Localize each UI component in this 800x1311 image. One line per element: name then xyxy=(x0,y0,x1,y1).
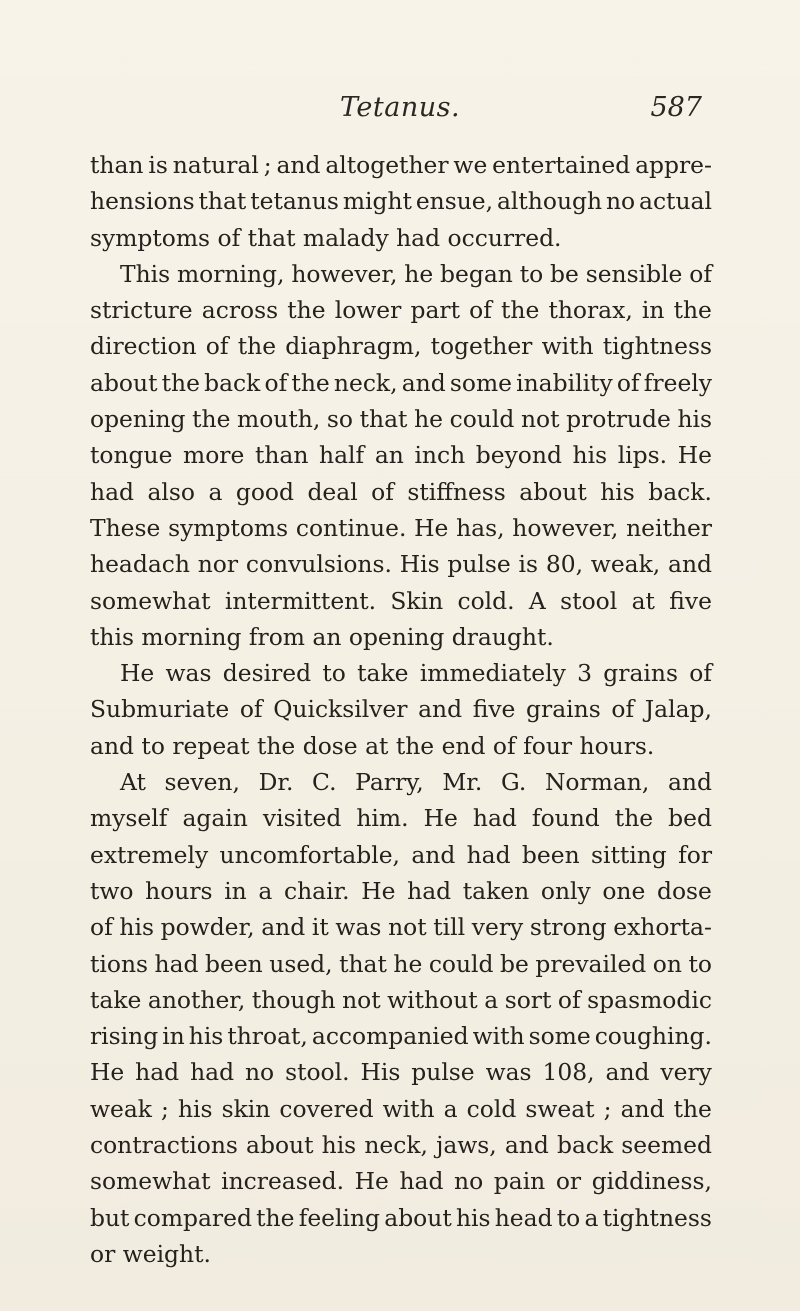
text-line: Submuriate of Quicksilver and five grains of Jalap, xyxy=(90,695,712,724)
text-line: opening the mouth, so that he could not protrude his xyxy=(90,405,712,434)
text-line: than is natural ; and altogether we entertained appre- xyxy=(90,151,712,179)
running-title: Tetanus. xyxy=(340,92,461,123)
text-line: about the back of the neck, and some inability of freely xyxy=(90,368,712,397)
text-line: somewhat intermittent. Skin cold. A stool at five xyxy=(90,586,712,615)
text-line: contractions about his neck, jaws, and back seemed xyxy=(90,1131,712,1160)
text-line: headach nor convulsions. His pulse is 80, weak, and xyxy=(90,550,712,579)
text-line: extremely uncomfortable, and had been sitting for xyxy=(90,840,712,869)
text-line: This morning, however, he began to be sensible of xyxy=(120,259,712,288)
text-line: two hours in a chair. He had taken only one dose xyxy=(90,876,712,905)
text-line: stricture across the lower part of the thorax, in the xyxy=(90,296,712,325)
text-line: take another, though not without a sort of spasmodic xyxy=(90,985,712,1014)
text-line: or weight. xyxy=(90,1239,211,1268)
text-line: somewhat increased. He had no pain or giddiness, xyxy=(90,1167,712,1196)
text-line: At seven, Dr. C. Parry, Mr. G. Norman, and xyxy=(120,768,712,797)
text-line: and to repeat the dose at the end of four hours. xyxy=(90,731,655,760)
text-line: symptoms of that malady had occurred. xyxy=(90,223,562,252)
text-line: direction of the diaphragm, together with tightness xyxy=(90,332,712,361)
text-line: had also a good deal of stiffness about his back. xyxy=(90,477,712,506)
text-line: myself again visited him. He had found the bed xyxy=(90,804,712,833)
text-line: hensions that tetanus might ensue, although no actual xyxy=(90,187,712,216)
text-line: tongue more than half an inch beyond his lips. He xyxy=(90,441,712,470)
text-line: He was desired to take immediately 3 grains of xyxy=(120,659,712,688)
text-line: tions had been used, that he could be prevailed on to xyxy=(90,949,712,978)
page-number: 587 xyxy=(650,92,702,123)
text-line: These symptoms continue. He has, however, neither xyxy=(90,513,712,542)
body-text xyxy=(90,147,712,1272)
text-line: He had had no stool. His pulse was 108, and very xyxy=(90,1058,712,1087)
text-line: of his powder, and it was not till very strong exhorta- xyxy=(90,913,712,942)
text-line: this morning from an opening draught. xyxy=(90,622,554,651)
running-header xyxy=(340,92,710,132)
text-line: but compared the feeling about his head to a tightness xyxy=(90,1203,712,1232)
text-line: weak ; his skin covered with a cold sweat ; and the xyxy=(90,1094,712,1123)
text-line: rising in his throat, accompanied with some coughing. xyxy=(90,1022,712,1051)
